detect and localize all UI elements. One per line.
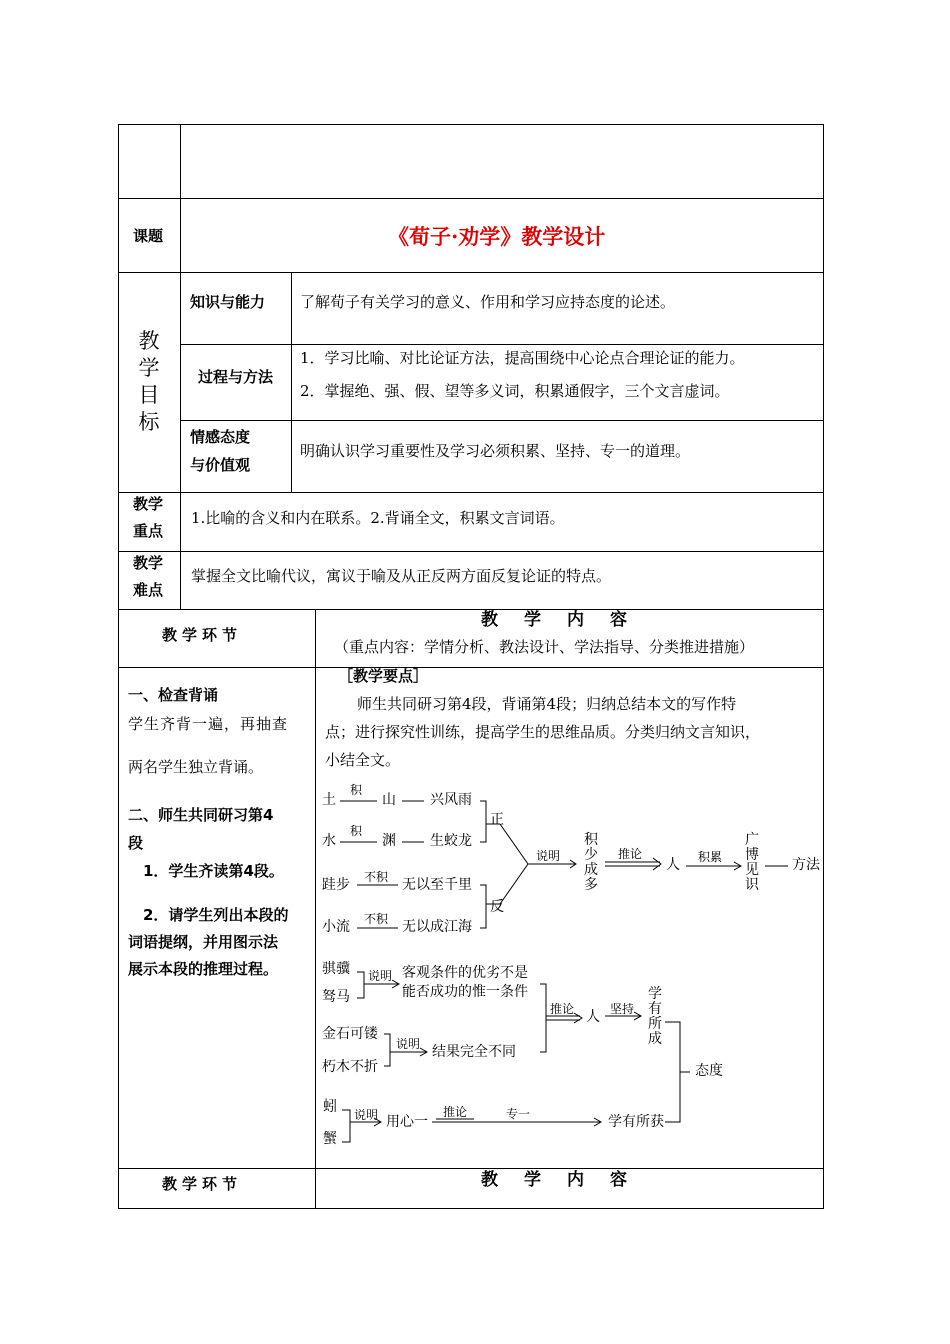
difficult-points-content: 掌握全文比喻代议，寓议于喻及从正反两方面反复论证的特点。 [191,567,612,585]
diagram-wuyizhiqianli: 无以至千里 [402,877,472,893]
section-right-subheading: （重点内容：学情分析、教法设计、学法指导、分类推进措施） [334,638,755,656]
diagram-zheng: 正 [490,812,504,828]
diagram-xiaoliu: 小流 [322,919,350,935]
footer-left-heading: 教学环节 [162,1175,243,1193]
step2-title-2: 段 [128,834,144,852]
diagram-yuan: 渊 [382,833,396,849]
objective-content-process-2: 2．掌握绝、强、假、望等多义词，积累通假字，三个文言虚词。 [300,382,730,400]
objectives-label: 教学目标 [138,329,160,434]
teaching-para-1: 师生共同研习第4段，背诵第4段；归纳总结本文的写作特 [357,695,737,713]
diagram-ren-2: 人 [586,1009,600,1025]
diagram-ji-2: 积 [350,824,363,838]
step1-title: 一、检查背诵 [128,686,219,704]
diagram-numa: 驽马 [322,989,350,1005]
diagram-jieguo: 结果完全不同 [432,1044,516,1060]
section-right-heading: 教学内容 [481,610,653,630]
diagram-jianchi: 坚持 [610,1002,635,1016]
diagram-shuoming-3: 说明 [396,1037,421,1051]
diagram-tuilun-2: 推论 [550,1002,575,1016]
diagram-xueyousuohuo: 学有所获 [608,1114,664,1130]
section-left-heading: 教学环节 [162,626,243,644]
step2-item2-1: 2．请学生列出本段的 [143,906,289,924]
diagram-qiji: 骐骥 [322,961,350,977]
diagram-jinshikelou: 金石可镂 [322,1026,378,1042]
diagram-shan: 山 [382,792,396,808]
key-points-label-2: 重点 [133,522,164,540]
teaching-para-3: 小结全文。 [325,751,401,769]
step2-item2-2: 词语提纲，并用图示法 [128,933,279,951]
objective-content-knowledge: 了解荀子有关学习的意义、作用和学习应持态度的论述。 [300,293,676,311]
diagram-keguan-1: 客观条件的优劣不是 [402,965,528,981]
keti-label: 课题 [133,227,164,245]
objective-content-emotion: 明确认识学习重要性及学习必须积累、坚持、专一的道理。 [300,442,691,460]
diagram-tuilun-1: 推论 [618,847,643,861]
diagram-keguan-2: 能否成功的惟一条件 [402,984,528,1000]
difficult-points-label-1: 教学 [133,554,164,572]
diagram-ji-1: 积 [350,783,363,797]
key-points-content: 1.比喻的含义和内在联系。2.背诵全文，积累文言词语。 [191,509,565,527]
diagram-shuoming-2: 说明 [368,969,393,983]
diagram-tuilun-3: 推论 [443,1105,468,1119]
objective-label-process: 过程与方法 [198,368,274,386]
diagram-guibu: 跬步 [322,877,350,893]
diagram-shengjiaolong: 生蛟龙 [430,833,472,849]
step2-title-1: 二、师生共同研习第4 [128,806,274,824]
diagram-xiumubuzhe: 朽木不折 [322,1059,378,1075]
diagram-qiu: 蚓 [323,1099,337,1115]
objective-label-emotion-1: 情感态度 [190,428,251,446]
diagram-xie: 蟹 [323,1131,337,1147]
diagram-tu: 土 [322,792,336,808]
diagram-fangfa: 方法 [792,857,820,873]
step2-item2-3: 展示本段的推理过程。 [128,960,279,978]
diagram-ren-1: 人 [666,857,680,873]
diagram-xueyousuocheng: 学有所成 [648,986,662,1047]
teaching-key-label: ［教学要点］ [338,667,429,685]
step1-line1: 学生齐背一遍，再抽查 [128,715,289,733]
diagram-taidu: 态度 [695,1063,723,1079]
diagram-yongxin: 用心一 [386,1114,428,1130]
key-points-label-1: 教学 [133,495,164,513]
page-title: 《荀子·劝学》教学设计 [388,224,606,249]
diagram-jilei: 积累 [698,850,723,864]
diagram-wuyichengjianghai: 无以成江海 [402,919,472,935]
step1-line2: 两名学生独立背诵。 [128,758,264,776]
footer-right-heading: 教学内容 [481,1170,653,1190]
diagram-jishaochengduo: 积少成多 [584,832,598,893]
diagram-zhuanyi: 专一 [506,1107,531,1121]
objective-label-emotion-2: 与价值观 [190,456,251,474]
difficult-points-label-2: 难点 [133,581,164,599]
diagram-shui: 水 [322,833,336,849]
step2-item1: 1．学生齐读第4段。 [143,862,284,880]
diagram-buji-2: 不积 [364,912,389,926]
diagram-xingfengyu: 兴风雨 [430,792,472,808]
diagram-fan: 反 [490,899,504,915]
teaching-para-2: 点；进行探究性训练，提高学生的思维品质。分类归纳文言知识， [325,723,761,741]
diagram-shuoming-1: 说明 [536,849,561,863]
objective-label-knowledge: 知识与能力 [190,293,266,311]
objective-content-process-1: 1．学习比喻、对比论证方法，提高围绕中心论点合理论证的能力。 [300,349,745,367]
diagram-buji-1: 不积 [364,870,389,884]
diagram-guangboxianshi: 广博见识 [745,832,759,893]
diagram-shuoming-4: 说明 [354,1108,379,1122]
